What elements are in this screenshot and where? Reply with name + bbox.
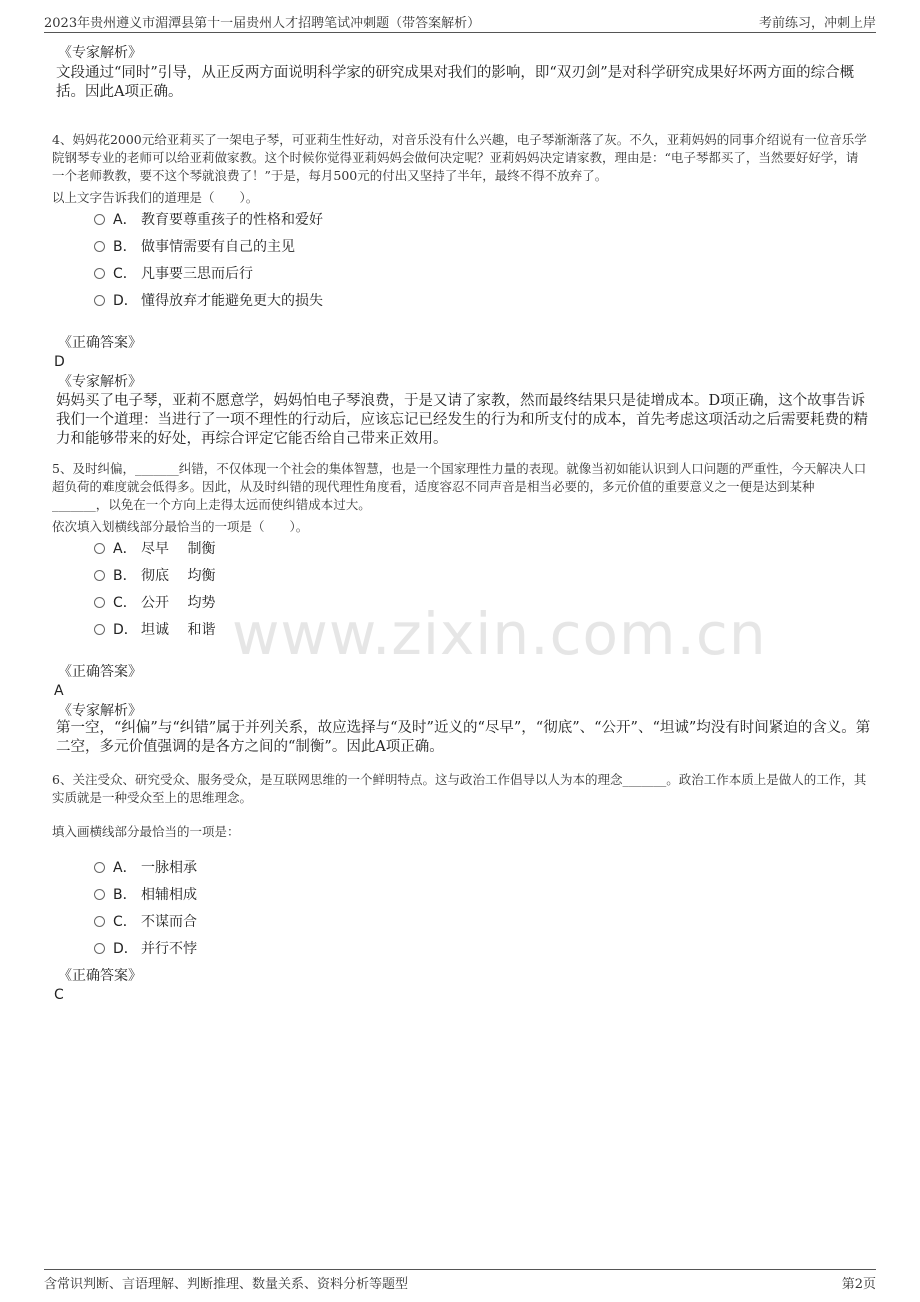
question-6-prompt: 填入画横线部分最恰当的一项是： bbox=[52, 824, 240, 839]
answer-value: C bbox=[54, 987, 64, 1003]
analysis-label: 《专家解析》 bbox=[58, 374, 142, 390]
answer-label: 《正确答案》 bbox=[58, 968, 142, 984]
page-footer bbox=[44, 1269, 876, 1292]
option-key: B． bbox=[113, 568, 137, 584]
header-slogan: 考前练习，冲刺上岸 bbox=[758, 16, 876, 31]
radio-button[interactable] bbox=[94, 943, 105, 954]
option-text: 凡事要三思而后行 bbox=[141, 266, 253, 282]
question-5-option-d[interactable] bbox=[94, 619, 215, 641]
option-key: B． bbox=[113, 239, 137, 255]
question-6-option-d[interactable] bbox=[94, 938, 197, 960]
radio-button[interactable] bbox=[94, 295, 105, 306]
question-4-option-c[interactable] bbox=[94, 263, 253, 285]
radio-button[interactable] bbox=[94, 268, 105, 279]
analysis-label: 《专家解析》 bbox=[58, 703, 142, 719]
radio-button[interactable] bbox=[94, 916, 105, 927]
option-key: A． bbox=[113, 860, 137, 876]
radio-button[interactable] bbox=[94, 624, 105, 635]
option-text: 坦诚 和谐 bbox=[141, 622, 216, 638]
option-text: 不谋而合 bbox=[141, 914, 197, 930]
option-text: 相辅相成 bbox=[141, 887, 197, 903]
question-5-option-b[interactable] bbox=[94, 565, 215, 587]
question-6-option-b[interactable] bbox=[94, 884, 197, 906]
option-text: 尽早 制衡 bbox=[141, 541, 216, 557]
answer-value: D bbox=[54, 354, 65, 370]
option-key: C． bbox=[113, 595, 137, 611]
page-header bbox=[44, 10, 876, 33]
question-5-option-c[interactable] bbox=[94, 592, 215, 614]
option-text: 一脉相承 bbox=[141, 860, 197, 876]
option-key: D． bbox=[113, 293, 138, 309]
option-text: 彻底 均衡 bbox=[141, 568, 216, 584]
watermark: www.zixin.com.cn bbox=[232, 600, 767, 668]
question-4-option-d[interactable] bbox=[94, 290, 323, 312]
question-5-stem: 5、及时纠偏，_______纠错，不仅体现一个社会的集体智慧，也是一个国家理性力量的表现。就像当初如能认识到人口问题的严重性，今天解决人口超负荷的难度就会低得多。因此，从及时纠错的现代理性角度看，适度容忍不同声音是相当必要的，多元价值的重要意义之一便是达到某种_______，以免在一个方向上走得太远而使纠错成本过大。 bbox=[52, 461, 867, 512]
question-4-option-b[interactable] bbox=[94, 236, 295, 258]
question-6-option-a[interactable] bbox=[94, 857, 197, 879]
radio-button[interactable] bbox=[94, 862, 105, 873]
analysis-text: 文段通过“同时”引导，从正反两方面说明科学家的研究成果对我们的影响，即“双刃剑”是对科学研究成果好坏两方面的综合概括。因此A项正确。 bbox=[56, 65, 855, 100]
page-number: 第2页 bbox=[841, 1277, 876, 1292]
analysis-text: 第一空，“纠偏”与“纠错”属于并列关系，故应选择与“及时”近义的“尽早”，“彻底”、“公开”、“坦诚”均没有时间紧迫的含义。第二空，多元价值强调的是各方之间的“制衡”。因此A项正确。 bbox=[56, 720, 871, 755]
question-6-stem: 6、关注受众、研究受众、服务受众，是互联网思维的一个鲜明特点。这与政治工作倡导以人为本的理念_______。政治工作本质上是做人的工作，其实质就是一种受众至上的思维理念。 bbox=[52, 772, 867, 805]
option-key: C． bbox=[113, 914, 137, 930]
answer-label: 《正确答案》 bbox=[58, 335, 142, 351]
question-4-stem: 4、妈妈花2000元给亚莉买了一架电子琴，可亚莉生性好动，对音乐没有什么兴趣，电子琴渐渐落了灰。不久，亚莉妈妈的同事介绍说有一位音乐学院钢琴专业的老师可以给亚莉做家教。这个时候你觉得亚莉妈妈会做何决定呢？亚莉妈妈决定请家教，理由是：“电子琴都买了，当然要好好学，请一个老师教教，要不这个琴就浪费了！”于是，每月500元的付出又坚持了半年，最终不得不放弃了。 bbox=[52, 132, 867, 183]
question-5-option-a[interactable] bbox=[94, 538, 215, 560]
option-text: 并行不悖 bbox=[141, 941, 197, 957]
document-title: 2023年贵州遵义市湄潭县第十一届贵州人才招聘笔试冲刺题（带答案解析） bbox=[44, 16, 481, 31]
option-key: C． bbox=[113, 266, 137, 282]
question-5-prompt: 依次填入划横线部分最恰当的一项是（ ）。 bbox=[52, 519, 309, 534]
radio-button[interactable] bbox=[94, 889, 105, 900]
question-4-prompt: 以上文字告诉我们的道理是（ ）。 bbox=[52, 190, 259, 205]
question-6-option-c[interactable] bbox=[94, 911, 197, 933]
radio-button[interactable] bbox=[94, 597, 105, 608]
answer-value: A bbox=[54, 683, 64, 699]
option-key: B． bbox=[113, 887, 137, 903]
question-4-option-a[interactable] bbox=[94, 209, 323, 231]
option-text: 公开 均势 bbox=[141, 595, 216, 611]
radio-button[interactable] bbox=[94, 241, 105, 252]
option-key: D． bbox=[113, 622, 138, 638]
option-text: 懂得放弃才能避免更大的损失 bbox=[141, 293, 323, 309]
radio-button[interactable] bbox=[94, 543, 105, 554]
option-key: A． bbox=[113, 541, 137, 557]
option-key: A． bbox=[113, 212, 137, 228]
answer-label: 《正确答案》 bbox=[58, 664, 142, 680]
footer-note: 含常识判断、言语理解、判断推理、数量关系、资料分析等题型 bbox=[44, 1277, 409, 1292]
analysis-label: 《专家解析》 bbox=[58, 45, 142, 61]
analysis-text: 妈妈买了电子琴，亚莉不愿意学，妈妈怕电子琴浪费，于是又请了家教，然而最终结果只是徒增成本。D项正确，这个故事告诉我们一个道理：当进行了一项不理性的行动后，应该忘记已经发生的行为和所支付的成本，首先考虑这项活动之后需要耗费的精力和能够带来的好处，再综合评定它能否给自己带来正效用。 bbox=[56, 393, 868, 447]
radio-button[interactable] bbox=[94, 570, 105, 581]
radio-button[interactable] bbox=[94, 214, 105, 225]
option-text: 教育要尊重孩子的性格和爱好 bbox=[141, 212, 323, 228]
option-key: D． bbox=[113, 941, 138, 957]
option-text: 做事情需要有自己的主见 bbox=[141, 239, 295, 255]
